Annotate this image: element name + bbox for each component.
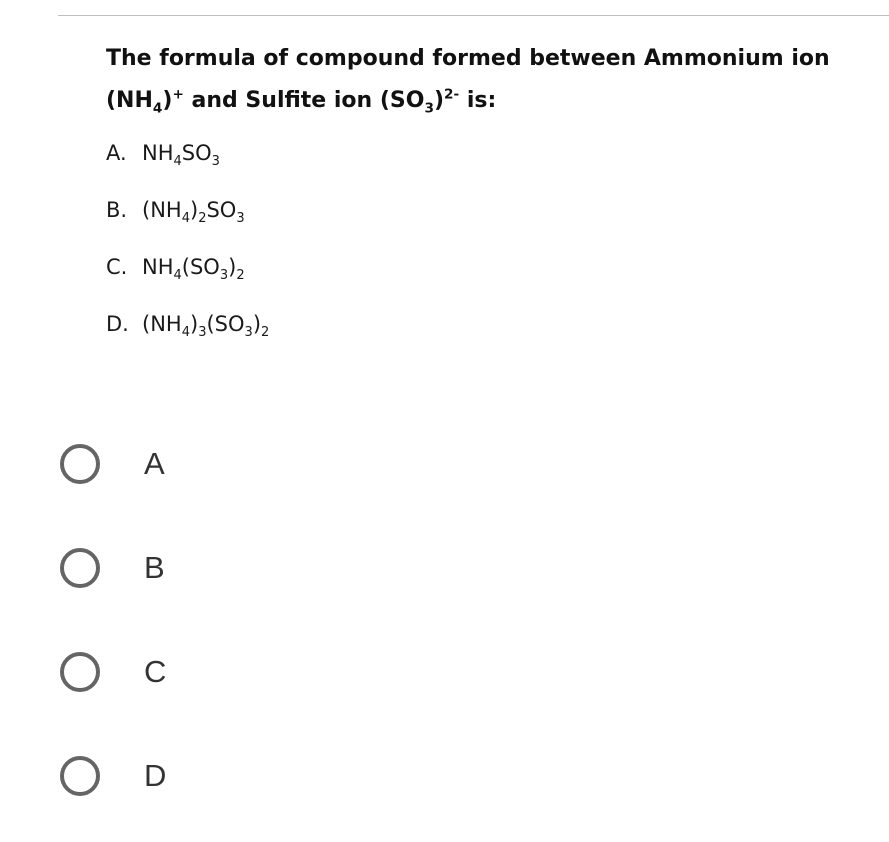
formula-part: ) — [189, 198, 199, 222]
radio-button-b[interactable] — [60, 548, 100, 588]
choice-b — [106, 195, 846, 252]
ammonium-suffix: ) — [162, 88, 173, 113]
formula-part: (SO — [206, 312, 245, 336]
choice-letter: B. — [106, 198, 128, 222]
choice-letter: C. — [106, 255, 128, 279]
question-line-1: The formula of compound formed between Ammonium ion — [106, 46, 830, 71]
question-ending: is: — [459, 88, 497, 113]
radio-button-d[interactable] — [60, 756, 100, 796]
option-label-d[interactable]: D — [144, 758, 167, 793]
option-a[interactable] — [60, 426, 166, 530]
formula-part: (SO — [181, 255, 220, 279]
choice-letter: D. — [106, 312, 129, 336]
formula-subscript: 2 — [198, 211, 207, 227]
option-b[interactable] — [60, 530, 166, 634]
choice-c — [106, 252, 846, 309]
formula-part: (NH — [142, 312, 182, 336]
formula-part: (NH — [142, 198, 182, 222]
question-block — [106, 38, 846, 366]
ammonium-subscript: 4 — [152, 100, 163, 117]
sulfite-subscript: 3 — [424, 100, 434, 117]
choice-d — [106, 309, 846, 366]
formula-subscript: 4 — [173, 268, 182, 284]
question-connector: and Sulfite ion (SO — [183, 88, 425, 113]
top-divider — [58, 15, 889, 16]
question-text — [106, 38, 846, 122]
choice-a — [106, 138, 846, 195]
option-label-b[interactable]: B — [144, 550, 165, 585]
formula-part: NH — [142, 255, 174, 279]
formula-part: SO — [206, 198, 237, 222]
formula-subscript: 4 — [181, 325, 190, 341]
formula-subscript: 3 — [236, 211, 245, 227]
formula-subscript: 3 — [244, 325, 253, 341]
option-label-c[interactable]: C — [144, 654, 167, 689]
radio-button-a[interactable] — [60, 444, 100, 484]
formula-subscript: 2 — [236, 268, 245, 284]
formula-part: NH — [142, 141, 174, 165]
ammonium-charge: + — [172, 86, 184, 103]
ammonium-prefix: (NH — [106, 88, 153, 113]
formula-part: SO — [181, 141, 212, 165]
formula-subscript: 3 — [198, 325, 207, 341]
option-d[interactable] — [60, 738, 166, 842]
formula-subscript: 4 — [173, 154, 182, 170]
formula-subscript: 3 — [211, 154, 220, 170]
answer-choices-list — [106, 138, 846, 366]
radio-button-c[interactable] — [60, 652, 100, 692]
formula-part: ) — [189, 312, 199, 336]
choice-letter: A. — [106, 141, 127, 165]
option-c[interactable] — [60, 634, 166, 738]
formula-part: ) — [252, 312, 262, 336]
answer-options — [60, 426, 166, 842]
formula-subscript: 2 — [261, 325, 270, 341]
sulfite-charge: 2- — [444, 86, 460, 103]
sulfite-suffix: ) — [433, 88, 445, 113]
option-label-a[interactable]: A — [144, 446, 165, 481]
formula-subscript: 4 — [181, 211, 190, 227]
formula-subscript: 3 — [219, 268, 229, 284]
formula-part: ) — [228, 255, 237, 279]
